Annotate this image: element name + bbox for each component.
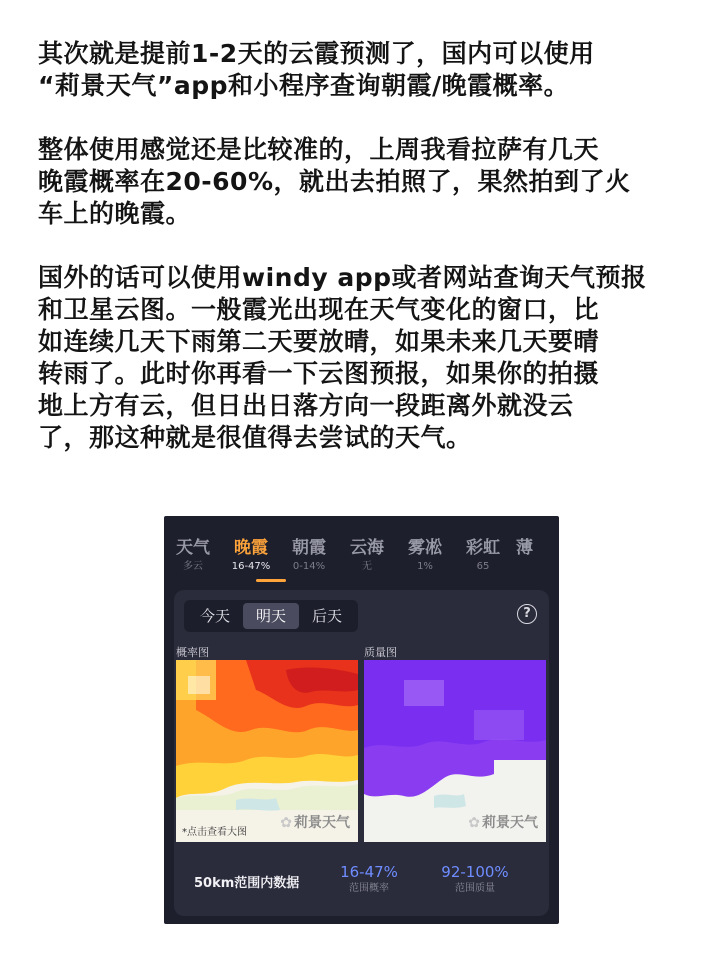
tab-sub: 16-47% xyxy=(231,561,271,572)
text-line: 转雨了。此时你再看一下云图预报，如果你的拍摄 xyxy=(38,359,600,388)
probability-stat xyxy=(324,862,414,896)
text-line: “莉景天气”app和小程序查询朝霞/晚霞概率。 xyxy=(38,71,570,100)
forecast-card xyxy=(174,590,549,916)
quality-label: 范围质量 xyxy=(455,883,495,894)
text-line: 和卫星云图。一般霞光出现在天气变化的窗口，比 xyxy=(38,295,600,324)
tab-sub: 65 xyxy=(476,561,490,572)
tab-label: 彩虹 xyxy=(466,538,500,558)
text-line: 其次就是提前1-2天的云霞预测了，国内可以使用 xyxy=(38,39,595,68)
flower-icon: ✿ xyxy=(280,815,292,831)
range-stats xyxy=(174,854,549,910)
probability-label: 范围概率 xyxy=(349,883,389,894)
tab-sunrise-glow[interactable] xyxy=(280,516,338,580)
forecast-tabs xyxy=(164,516,559,580)
tab-rainbow[interactable] xyxy=(454,516,512,580)
tab-label: 薄 xyxy=(516,538,533,558)
paragraph-2 xyxy=(38,134,688,230)
text-line: 晚霞概率在20-60%，就出去拍照了，果然拍到了火 xyxy=(38,167,631,196)
tab-label: 云海 xyxy=(350,538,384,558)
paragraph-1 xyxy=(38,38,688,102)
tab-sub: 多云 xyxy=(183,561,203,572)
tab-weather[interactable] xyxy=(164,516,222,580)
text-line: 了，那这种就是很值得去尝试的天气。 xyxy=(38,423,472,452)
text-line: 如连续几天下雨第二天要放晴，如果未来几天要晴 xyxy=(38,327,600,356)
tab-sunset-glow[interactable] xyxy=(222,516,280,580)
watermark-text: 莉景天气 xyxy=(482,815,538,831)
tab-sub: 无 xyxy=(362,561,372,572)
quality-map-title: 质量图 xyxy=(364,646,397,659)
tab-rime[interactable] xyxy=(396,516,454,580)
text-line: 地上方有云，但日出日落方向一段距离外就没云 xyxy=(38,391,574,420)
quality-value: 92-100% xyxy=(441,863,509,881)
tab-label: 雾凇 xyxy=(408,538,442,558)
tab-sub: 0-14% xyxy=(292,561,326,572)
tab-sub: 1% xyxy=(417,561,433,572)
day-after-button[interactable]: 后天 xyxy=(311,607,342,625)
probability-map-title: 概率图 xyxy=(176,646,209,659)
tab-label: 朝霞 xyxy=(292,538,326,558)
help-icon[interactable]: ? xyxy=(517,604,537,624)
paragraph-3 xyxy=(38,262,688,454)
map-watermark xyxy=(468,812,538,832)
probability-map[interactable] xyxy=(176,660,358,842)
text-line: 车上的晚霞。 xyxy=(38,199,192,228)
probability-value: 16-47% xyxy=(340,863,398,881)
quality-map[interactable] xyxy=(364,660,546,842)
tab-cloud-sea[interactable] xyxy=(338,516,396,580)
text-line: 整体使用感觉还是比较准的，上周我看拉萨有几天 xyxy=(38,135,600,164)
map-hint: *点击查看大图 xyxy=(182,827,247,838)
day-today-button[interactable]: 今天 xyxy=(199,607,230,625)
active-tab-indicator xyxy=(256,579,286,582)
quality-stat xyxy=(430,862,520,896)
flower-icon: ✿ xyxy=(468,815,480,831)
text-line: 国外的话可以使用windy app或者网站查询天气预报 xyxy=(38,263,647,292)
watermark-text: 莉景天气 xyxy=(294,815,350,831)
day-selector xyxy=(184,600,358,632)
tab-partial[interactable] xyxy=(512,516,537,580)
app-screenshot xyxy=(164,516,559,924)
map-watermark xyxy=(280,812,350,832)
stats-label: 50km范围内数据 xyxy=(194,876,300,891)
tab-label: 天气 xyxy=(176,538,210,558)
tab-label: 晚霞 xyxy=(234,538,268,558)
day-tomorrow-button[interactable]: 明天 xyxy=(243,603,299,629)
article-text xyxy=(38,38,688,486)
